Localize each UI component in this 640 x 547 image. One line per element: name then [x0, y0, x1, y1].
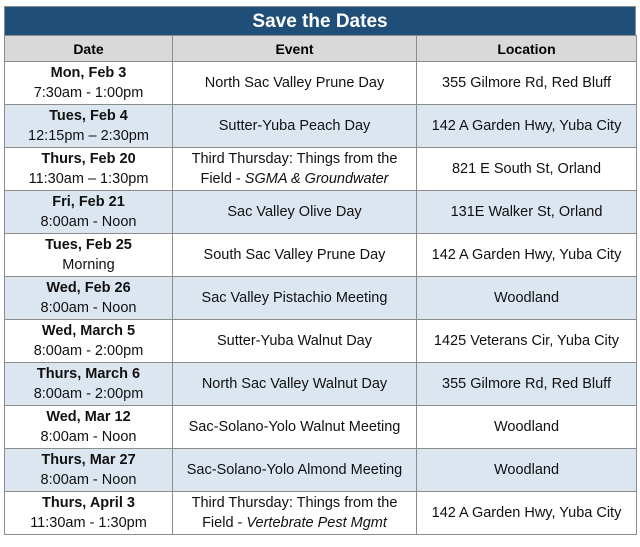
location-cell: 821 E South St, Orland: [417, 148, 637, 191]
event-text: Sac-Solano-Yolo Almond Meeting: [186, 462, 403, 478]
header-date: Date: [5, 36, 173, 62]
table-row: [5, 148, 637, 191]
header-location: Location: [417, 36, 637, 62]
event-text: Sac Valley Pistachio Meeting: [201, 290, 388, 306]
event-cell: [173, 363, 417, 406]
table-title: Save the Dates: [4, 6, 636, 35]
event-cell: [173, 234, 417, 277]
date-day: Thurs, Feb 20: [41, 151, 136, 167]
date-cell: [5, 277, 173, 320]
event-text: Sac Valley Olive Day: [227, 204, 362, 220]
date-time: 8:00am - Noon: [40, 472, 137, 488]
event-cell: [173, 277, 417, 320]
event-cell: [173, 406, 417, 449]
date-time: 8:00am - Noon: [40, 214, 137, 230]
event-cell: [173, 320, 417, 363]
location-cell: 1425 Veterans Cir, Yuba City: [417, 320, 637, 363]
date-cell: [5, 449, 173, 492]
date-cell: [5, 105, 173, 148]
table-row: [5, 449, 637, 492]
event-text: Sutter-Yuba Walnut Day: [216, 333, 372, 349]
event-cell: [173, 449, 417, 492]
date-day: Tues, Feb 4: [49, 108, 128, 124]
location-cell: 355 Gilmore Rd, Red Bluff: [417, 62, 637, 105]
location-cell: 355 Gilmore Rd, Red Bluff: [417, 363, 637, 406]
event-cell: [173, 105, 417, 148]
date-day: Thurs, March 6: [36, 366, 141, 382]
event-text: North Sac Valley Walnut Day: [201, 376, 388, 392]
date-time: 7:30am - 1:00pm: [33, 85, 144, 101]
events-table: [4, 35, 637, 535]
date-day: Mon, Feb 3: [50, 65, 127, 81]
event-text: Third Thursday: Things from the Field -: [191, 495, 398, 531]
event-text: Third Thursday: Things from the Field -: [191, 151, 398, 187]
date-day: Thurs, Mar 27: [41, 452, 136, 468]
date-time: 8:00am - Noon: [40, 429, 137, 445]
location-cell: 142 A Garden Hwy, Yuba City: [417, 105, 637, 148]
date-cell: [5, 492, 173, 535]
date-cell: [5, 320, 173, 363]
date-time: 8:00am - 2:00pm: [33, 343, 144, 359]
table-row: [5, 277, 637, 320]
date-cell: [5, 406, 173, 449]
location-cell: 142 A Garden Hwy, Yuba City: [417, 492, 637, 535]
event-text: Sac-Solano-Yolo Walnut Meeting: [188, 419, 401, 435]
event-text: North Sac Valley Prune Day: [204, 75, 385, 91]
date-day: Fri, Feb 21: [52, 194, 125, 210]
date-day: Thurs, April 3: [42, 495, 135, 511]
table-row: [5, 234, 637, 277]
location-cell: Woodland: [417, 449, 637, 492]
date-cell: [5, 148, 173, 191]
date-cell: [5, 62, 173, 105]
location-cell: 131E Walker St, Orland: [417, 191, 637, 234]
date-cell: [5, 191, 173, 234]
location-cell: 142 A Garden Hwy, Yuba City: [417, 234, 637, 277]
table-row: [5, 406, 637, 449]
date-time: 8:00am - Noon: [40, 300, 137, 316]
location-cell: Woodland: [417, 277, 637, 320]
date-time: 11:30am - 1:30pm: [30, 515, 147, 531]
date-day: Wed, March 5: [41, 323, 136, 339]
table-row: [5, 191, 637, 234]
event-topic: Vertebrate Pest Mgmt: [246, 515, 387, 531]
header-event: Event: [173, 36, 417, 62]
table-row: [5, 105, 637, 148]
table-row: [5, 363, 637, 406]
event-cell: [173, 62, 417, 105]
table-row: [5, 62, 637, 105]
date-day: Tues, Feb 25: [45, 237, 132, 253]
date-time: 12:15pm – 2:30pm: [28, 128, 149, 144]
header-row: [5, 36, 637, 62]
date-cell: [5, 363, 173, 406]
table-row: [5, 320, 637, 363]
date-time: 11:30am – 1:30pm: [28, 171, 149, 187]
date-cell: [5, 234, 173, 277]
table-body: [5, 62, 637, 535]
event-text: Sutter-Yuba Peach Day: [218, 118, 371, 134]
date-day: Wed, Mar 12: [46, 409, 131, 425]
event-cell: [173, 191, 417, 234]
event-text: South Sac Valley Prune Day: [203, 247, 386, 263]
event-cell: [173, 492, 417, 535]
table-row: [5, 492, 637, 535]
event-topic: SGMA & Groundwater: [244, 171, 389, 187]
event-cell: [173, 148, 417, 191]
date-time: Morning: [62, 257, 115, 273]
date-time: 8:00am - 2:00pm: [33, 386, 144, 402]
save-the-dates-table-container: [4, 6, 636, 535]
location-cell: Woodland: [417, 406, 637, 449]
date-day: Wed, Feb 26: [46, 280, 131, 296]
